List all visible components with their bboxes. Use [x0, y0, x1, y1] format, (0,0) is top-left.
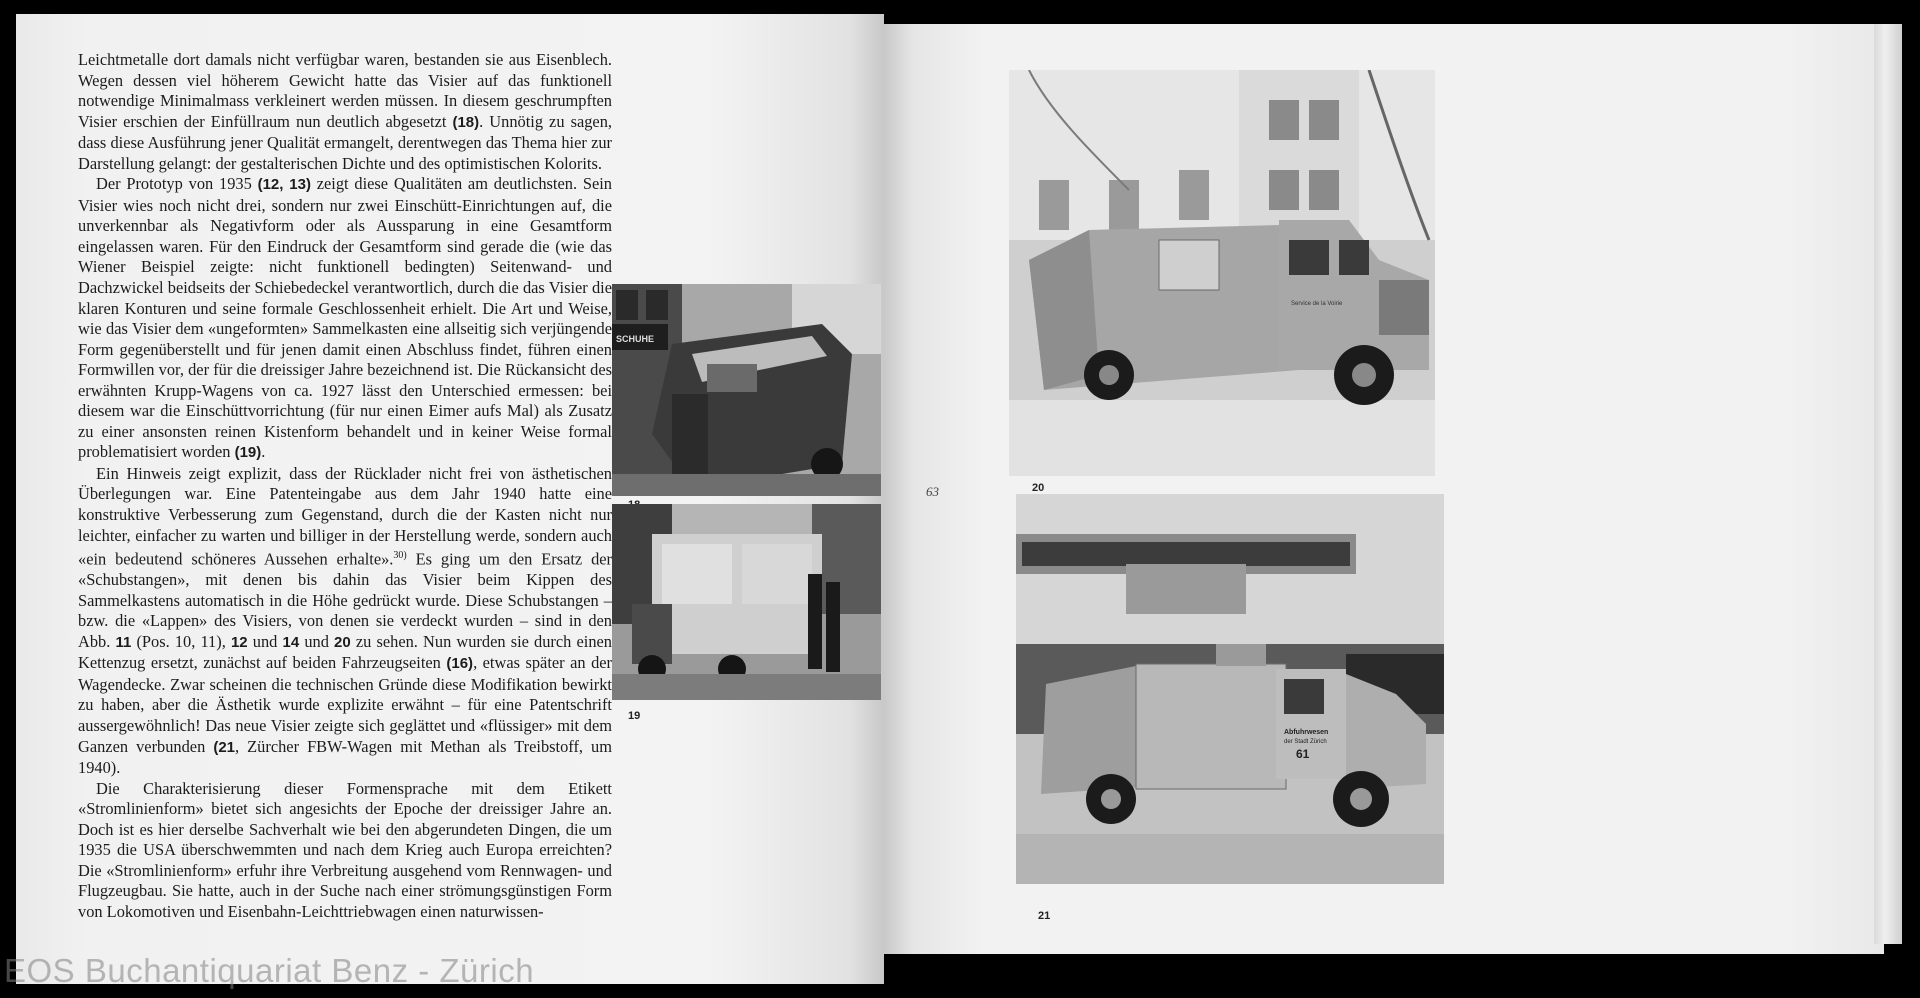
figure-reference: (18): [452, 113, 480, 131]
right-page: [884, 24, 1884, 954]
body-text: [78, 50, 612, 922]
figure-reference: (12, 13): [257, 176, 311, 194]
paragraph: Leichtmetalle dort damals nicht verfügbar waren, bestanden sie aus Eisenblech. Wegen dessen viel höherem Gewicht hatte das Visier auf das funktionell notwendige Minimalmass verkleinert werden müssen. In diesem geschrumpften Visier erschien der Einfüllraum nun deutlich abgesetzt (18). Unnötig zu sagen, dass diese Ausführung jener Qualität ermangelt, derentwegen das Thema hier zur Darstellung gelangt: der gestalterischen Dichte und des optimistischen Kolorits.: [78, 50, 612, 173]
figure-reference: 20: [334, 633, 351, 651]
page-number: 63: [926, 484, 939, 499]
truck21-number: 61: [1296, 747, 1310, 761]
photo-21: [1016, 494, 1444, 884]
figure-reference: 11: [115, 633, 132, 651]
caption-20: 20: [1032, 482, 1045, 494]
paragraph: Die Charakterisierung dieser Formensprache mit dem Etikett «Stromlinienform» bietet sich angesichts der Epoche der dreissiger Jahre an. Doch ist es hier derselbe Sachverhalt wie bei den abgerundeten Dingen, die um 1935 die USA überschwemmten und nach dem Krieg auch Europa erreichten? Die «Stromlinienform» erfuhr ihre Verbreitung ausgehend vom Rennwagen- und Flugzeugbau. Sie hatte, auch in der Suche nach einer strömungsgünstigen Form von Lokomotiven und Eisenbahn-Leichttriebwagen einen naturwissen-: [78, 778, 612, 921]
figure-reference: 12: [230, 633, 248, 651]
truck20-door-text: Service de la Voirie: [1291, 301, 1343, 307]
caption-21: 21: [1038, 910, 1051, 922]
footnote-marker: 30): [393, 550, 407, 562]
photo-18: [612, 284, 881, 496]
figure-reference: (19): [234, 444, 262, 462]
truck21-door-line2: der Stadt Zürich: [1284, 739, 1327, 745]
watermark: EOS Buchantiquariat Benz - Zürich: [4, 952, 535, 989]
caption-19: 19: [628, 710, 641, 722]
figure-reference: (21: [213, 738, 236, 756]
paragraph: Der Prototyp von 1935 (12, 13) zeigt diese Qualitäten am deutlichsten. Sein Visier wies noch nicht drei, sondern nur zwei Einschütt-Einrichtungen auf, die unverkennbar als Negativform oder als Aussparung in eine Gesamtform eingelassen waren. Für den Eindruck der Gesamtform sind gerade die (wie das Wiener Beispiel zeigte: nicht funktionell bedingten) Seitenwand- und Dachzwickel beidseits der Schiebedeckel verantwortlich, durch die das Visier die klaren Konturen und seine formale Geschlossenheit erhielt. Die Art und Weise, wie das Visier dem «ungeformten» Sammelkasten eine allseitig sich verjüngende Form gegenüberstellt und für jenen damit einen Abschluss findet, führen einen Formwillen vor, der für die dreissiger Jahre bezeichnend ist. Die Rückansicht des erwähnten Krupp-Wagens von ca. 1927 lässt den Unterschied ermessen: bei diesem war die Einschüttvorrichtung (für nur einen Eimer aufs Mal) als Zusatz zu einer ansonsten reinen Kistenform behandelt und in keiner Weise formal problematisiert worden (19).: [78, 174, 612, 462]
figure-reference: (16): [446, 655, 474, 673]
left-page: [16, 14, 884, 984]
truck21-door-line1: Abfuhrwesen: [1284, 729, 1329, 736]
shop-sign-text: SCHUHE: [616, 334, 655, 344]
photo-19: [612, 504, 881, 700]
figure-reference: 14: [282, 633, 300, 651]
photo-20: [1009, 70, 1435, 476]
paragraph: Ein Hinweis zeigt explizit, dass der Rücklader nicht frei von ästhetischen Überlegungen war. Eine Patenteingabe aus dem Jahr 1940 hatte eine konstruktive Verbesserung zum Gegenstand, durch die der Kasten nicht nur leichter, einfacher zu warten und billiger in der Herstellung werde, sondern auch «ein bedeutend schöneres Aussehen erhalte».$^{30)}$ Es ging um den Ersatz der «Schubstangen», mit denen bis dahin das Visier beim Kippen des Sammelkastens automatisch in die Höhe gedrückt wurde. Diese Schubstangen – bzw. die «Lappen» des Visiers, von denen sie verdeckt wurden – sind in den Abb. 11 (Pos. 10, 11), 12 und 14 und 20 zu sehen. Nun wurden sie durch einen Kettenzug ersetzt, zunächst auf beiden Fahrzeugseiten (16), etwas später an der Wagendecke. Zwar scheinen die technischen Gründe diese Modifikation bewirkt zu haben, aber die Ästhetik wurde explizite erwähnt – für eine Patentschrift aussergewöhnlich! Das neue Visier zeigte sich geglättet und «flüssiger» mit dem Ganzen verbunden (21, Zürcher FBW-Wagen mit Methan als Treibstoff, um 1940).: [78, 463, 613, 778]
page-stack-edge: [1874, 24, 1902, 944]
